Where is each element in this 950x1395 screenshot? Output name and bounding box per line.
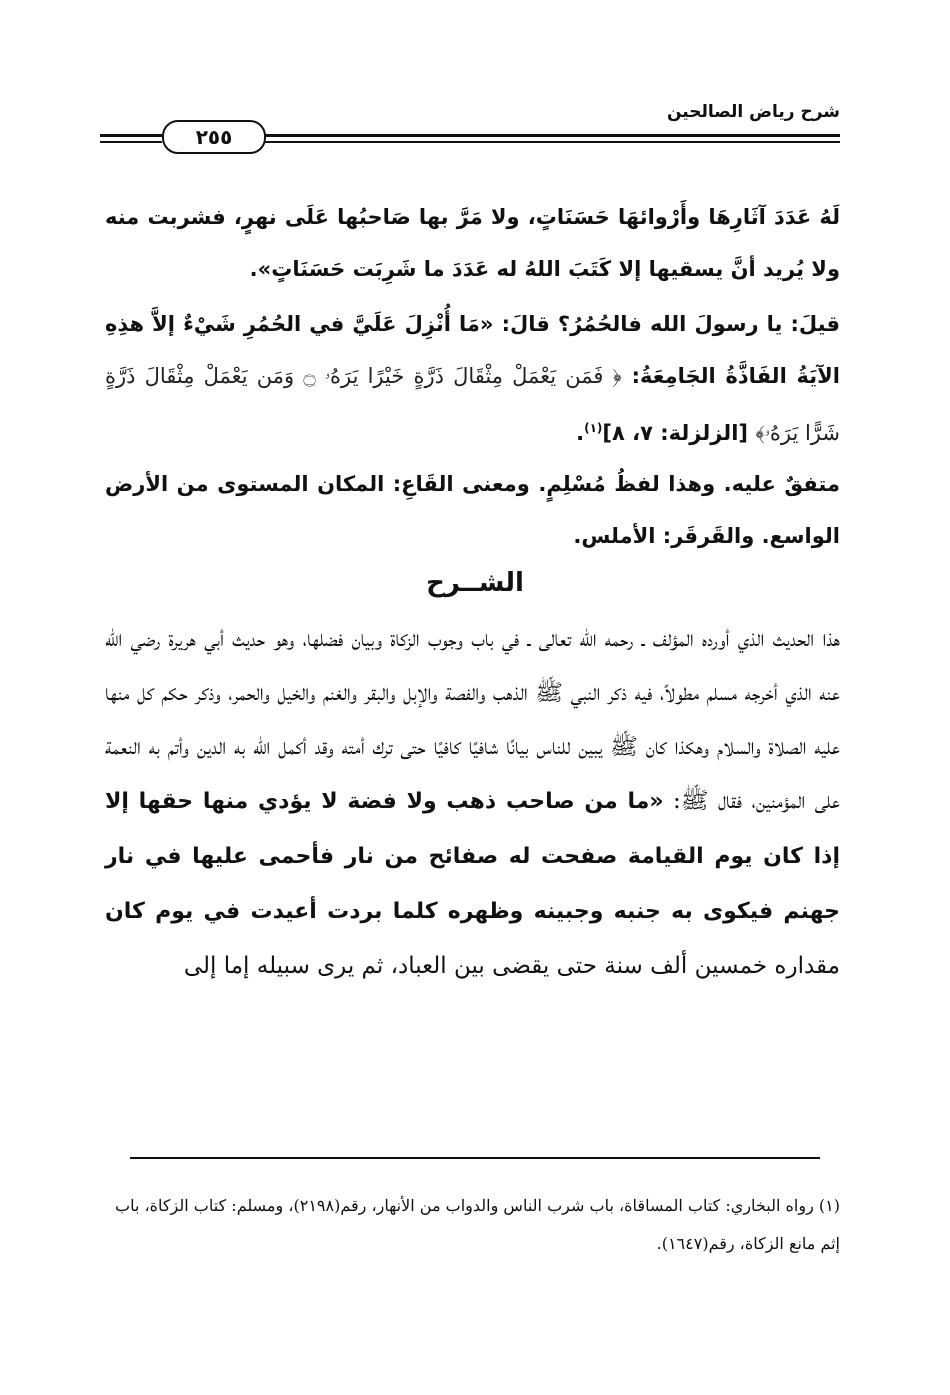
commentary-text: هذا الحديث الذي أورده المؤلف ـ رحمه الله تعالى ـ في باب وجوب الزكاة وبيان فضلها، وهو حديث أبي هريرة رضي الله عنه الذي أخرجه مسلم مطولاً، فيه ذكر النبي ﷺ الذهب والفصة والإبل والبقر والغنم والخيل والحمر، وذكر حكم كل منها عليه الصلاة والسلام وهكذا كان ﷺ يبين للناس بيانًا شافيًا كافيًا حتى ترك أمته وقد أكمل الله به الدين وأتم به النعمة على المؤمنين، فقال ﷺ: [105, 626, 840, 814]
sentence-end: . [576, 421, 585, 445]
verse-reference: [الزلزلة: ٧، ٨] [602, 421, 748, 445]
footnote-marker: (١) [584, 421, 603, 435]
page-header [100, 100, 840, 156]
hadith-paragraph-2 [105, 298, 840, 459]
hadith-paragraph-3: متفقٌ عليه. وهذا لفظُ مُسْلِمٍ. ومعنى القَاعِ: المكان المستوى من الأرض الواسع. والقَرقَر: الأملس. [105, 472, 840, 548]
footnote-separator [130, 1157, 820, 1159]
section-title: الشــرح [426, 568, 524, 598]
header-rule-left [100, 134, 162, 143]
commentary-body [105, 612, 840, 993]
hadith-paragraph-1: لَهُ عَدَدَ آثَارِهَا وأَرْوائهَا حَسَنَاتٍ، ولا مَرَّ بها صَاحبُها عَلَى نهرٍ، فشربت منه ولا يُريد أنَّ يسقيها إلا كَتَبَ اللهُ له عَدَدَ ما شَرِبَت حَسَنَاتٍ». [105, 205, 840, 281]
page-number: ٢٥٥ [162, 120, 266, 154]
footnote: (١) رواه البخاري: كتاب المساقاة، باب شرب الناس والدواب من الأنهار، رقم(٢١٩٨)، ومسلم: كتاب الزكاة، باب إثم مانع الزكاة، رقم(١٦٤٧). [115, 1196, 840, 1253]
commentary-hadith-quote: «ما من صاحب ذهب ولا فضة لا يؤدي منها حقها إلا إذا كان يوم القيامة صفحت له صفائح من نار فأحمى عليها في نار جهنم فيكوى به جنبه وجبينه وظهره كلما بردت أعيدت في يوم كان [105, 789, 840, 924]
header-rule-right [265, 134, 840, 143]
quran-verse: ﴿ فَمَن يَعْمَلْ مِثْقَالَ ذَرَّةٍ خَيْرًا يَرَهُۥ ۝ وَمَن يَعْمَلْ مِثْقَالَ ذَرَّةٍ شَرًّا يَرَهُۥ﴾ [105, 364, 840, 445]
commentary-tail: مقداره خمسين ألف سنة حتى يقضى بين العباد، ثم يرى سبيله إما إلى [183, 953, 840, 979]
running-title: شرح رياض الصالحين [666, 102, 840, 122]
hadith-question: قيلَ: يا رسولَ الله فالحُمُرُ؟ قالَ: «مَا أُنْزِلَ عَلَيَّ في الحُمُرِ شَيْءٌ إلاَّ هذِهِ الآيَةُ الفَاذَّةُ الجَامِعَةُ: [105, 312, 840, 388]
